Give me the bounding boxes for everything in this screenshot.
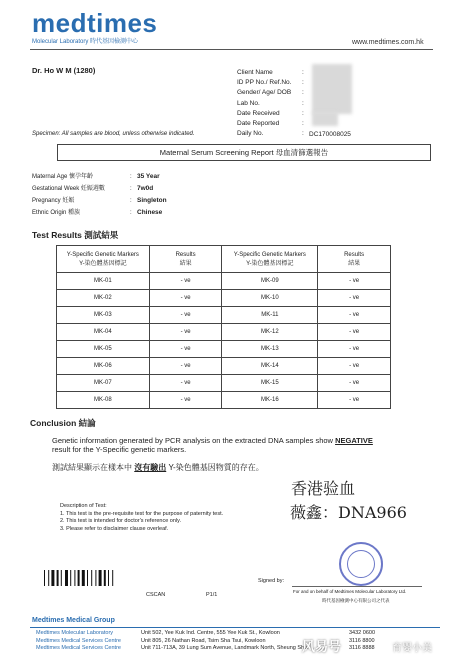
col-marker-header-2: Y-Specific Genetic Markers Y-染色體基因標記 xyxy=(222,246,318,273)
marker-cell: MK-11 xyxy=(222,307,318,324)
barcode xyxy=(44,570,122,586)
table-row xyxy=(57,392,391,409)
maternal-values xyxy=(137,171,167,219)
maternal-labels xyxy=(32,171,105,219)
on-behalf-text: For and on behalf of Medtimes Molecular Laboratory Ltd. xyxy=(293,589,407,594)
barcode-bar xyxy=(65,570,68,586)
result-cell: - ve xyxy=(149,341,222,358)
signed-by-label: Signed by: xyxy=(258,578,284,584)
patient-label: ID PP No./ Ref.No. xyxy=(237,79,292,87)
result-cell: - ve xyxy=(149,324,222,341)
marker-cell: MK-02 xyxy=(57,290,150,307)
barcode-bar xyxy=(104,570,106,586)
col-result-header: Results 結果 xyxy=(149,246,222,273)
patient-label: Gender/ Age/ DOB xyxy=(237,89,292,97)
barcode-bar xyxy=(99,570,102,586)
marker-cell: MK-15 xyxy=(222,375,318,392)
barcode-bar xyxy=(51,570,54,586)
redacted-block-2 xyxy=(312,112,338,126)
marker-cell: MK-06 xyxy=(57,358,150,375)
patient-label: Daily No. xyxy=(237,130,264,138)
patient-label: Client Name xyxy=(237,69,273,76)
maternal-value: Chinese xyxy=(137,209,163,216)
conclusion-heading: Conclusion 結論 xyxy=(30,418,96,428)
col-result-header-2: Results 結果 xyxy=(318,246,391,273)
maternal-label: Pregnancy 妊娠 xyxy=(32,198,75,204)
result-cell: - ve xyxy=(318,375,391,392)
table-row xyxy=(57,273,391,290)
patient-label: Date Received xyxy=(237,109,280,117)
report-title: Maternal Serum Screening Report 母血清篩選報告 xyxy=(57,144,431,161)
maternal-value: Singleton xyxy=(137,197,167,204)
barcode-bar xyxy=(61,570,62,586)
negative-result: NEGATIVE xyxy=(335,436,373,445)
results-table xyxy=(56,245,391,409)
marker-cell: MK-10 xyxy=(222,290,318,307)
maternal-label: Gestational Week 妊娠週數 xyxy=(32,186,105,192)
website-url: www.medtimes.com.hk xyxy=(352,39,424,46)
table-row xyxy=(57,324,391,341)
signature-line xyxy=(292,586,422,587)
marker-cell: MK-09 xyxy=(222,273,318,290)
marker-cell: MK-12 xyxy=(222,324,318,341)
table-row xyxy=(57,375,391,392)
maternal-value: 7w0d xyxy=(137,185,154,192)
patient-labels xyxy=(237,68,291,139)
marker-cell: MK-14 xyxy=(222,358,318,375)
page-number: P1/1 xyxy=(206,592,218,598)
barcode-bar xyxy=(95,570,96,586)
specimen-note: Specimen: All samples are blood, unless otherwise indicated. xyxy=(32,131,195,137)
maternal-value: 35 Year xyxy=(137,173,160,180)
marker-cell: MK-16 xyxy=(222,392,318,409)
overlay-line-2: 薇鑫：DNA966 xyxy=(290,503,407,522)
footer-unit-phones: 3432 0600 3116 8800 3116 8888 xyxy=(349,630,375,651)
result-cell: - ve xyxy=(318,358,391,375)
barcode-bar xyxy=(78,570,80,586)
barcode-bar xyxy=(108,570,109,586)
marker-cell: MK-04 xyxy=(57,324,150,341)
logo-subtitle: Molecular Laboratory 時代基因檢測中心 xyxy=(32,39,139,45)
result-cell: - ve xyxy=(318,324,391,341)
table-row xyxy=(57,290,391,307)
watermark-text-2: 育婴小美 xyxy=(392,643,432,654)
result-cell: - ve xyxy=(149,358,222,375)
result-cell: - ve xyxy=(149,392,222,409)
marker-cell: MK-07 xyxy=(57,375,150,392)
daily-no-value: DC170008025 xyxy=(309,131,351,138)
logo-wordmark: medtimes xyxy=(32,8,158,38)
barcode-bar xyxy=(112,570,113,586)
result-cell: - ve xyxy=(318,273,391,290)
marker-cell: MK-05 xyxy=(57,341,150,358)
barcode-bar xyxy=(82,570,85,586)
barcode-bar xyxy=(74,570,75,586)
marker-cell: MK-01 xyxy=(57,273,150,290)
watermark-text: 风易号 xyxy=(302,639,342,654)
barcode-bar xyxy=(87,570,88,586)
barcode-bar xyxy=(44,570,45,586)
result-cell: - ve xyxy=(318,341,391,358)
description-of-test: Description of Test: 1. This test is the pre-requisite test for the purpose of paternity test. 2. This test is intended for doctor's reference only. 3. Please refer to disclaimer clause overleaf. xyxy=(60,503,224,532)
patient-label: Lab No. xyxy=(237,99,260,107)
company-seal-stamp xyxy=(339,542,383,586)
col-marker-header: Y-Specific Genetic Markers Y-染色體基因標記 xyxy=(57,246,150,273)
header-divider xyxy=(30,49,433,50)
footer-unit-addresses: Unit 502, Yee Kuk Ind. Centre, 555 Yee Kuk St., Kowloon Unit 805, 26 Nathan Road, Tsim Sha Tsui, Kowloon Unit 711-713A, 39 Lung Sum Avenue, Landmark North, Sheung Shui xyxy=(141,630,309,651)
result-cell: - ve xyxy=(318,392,391,409)
table-row xyxy=(57,307,391,324)
maternal-label: Maternal Age 懷孕年齡 xyxy=(32,174,94,180)
barcode-bar xyxy=(48,570,49,586)
marker-cell: MK-13 xyxy=(222,341,318,358)
overlay-line-1: 香港验血 xyxy=(291,479,356,498)
maternal-label: Ethnic Origin 種族 xyxy=(32,210,81,216)
patient-colons: : : : : : : : xyxy=(302,69,304,138)
result-cell: - ve xyxy=(149,307,222,324)
barcode-bar xyxy=(70,570,71,586)
barcode-bar xyxy=(91,570,92,586)
table-row xyxy=(57,341,391,358)
redacted-block xyxy=(312,64,352,114)
barcode-bar xyxy=(57,570,59,586)
result-cell: - ve xyxy=(149,273,222,290)
test-results-heading: Test Results 測試結果 xyxy=(32,230,119,240)
maternal-colons: : : : : xyxy=(130,174,132,216)
result-cell: - ve xyxy=(149,290,222,307)
conclusion-chinese: 測試結果顯示在樣本中 沒有驗出 Y-染色體基因物質的存在。 xyxy=(52,463,264,472)
conclusion-text: Genetic information generated by PCR analysis on the extracted DNA samples show NEGATIVE result for the Y-Specific genetic markers. xyxy=(52,436,373,454)
result-cell: - ve xyxy=(318,290,391,307)
company-logo xyxy=(32,8,157,45)
doctor-name: Dr. Ho W M (1280) xyxy=(32,66,96,75)
table-row xyxy=(57,358,391,375)
footer-divider xyxy=(30,627,440,628)
cscan-label: CSCAN xyxy=(146,592,166,598)
marker-cell: MK-03 xyxy=(57,307,150,324)
patient-label: Date Reported xyxy=(237,120,280,128)
result-cell: - ve xyxy=(149,375,222,392)
footer-unit-names: Medtimes Molecular Laboratory Medtimes Medical Services Centre Medtimes Medical Services Centre xyxy=(36,630,121,651)
result-cell: - ve xyxy=(318,307,391,324)
marker-cell: MK-08 xyxy=(57,392,150,409)
on-behalf-text-cn: 時代基因檢測中心有限公司之代表 xyxy=(322,598,390,603)
group-name: Medtimes Medical Group xyxy=(32,617,115,624)
